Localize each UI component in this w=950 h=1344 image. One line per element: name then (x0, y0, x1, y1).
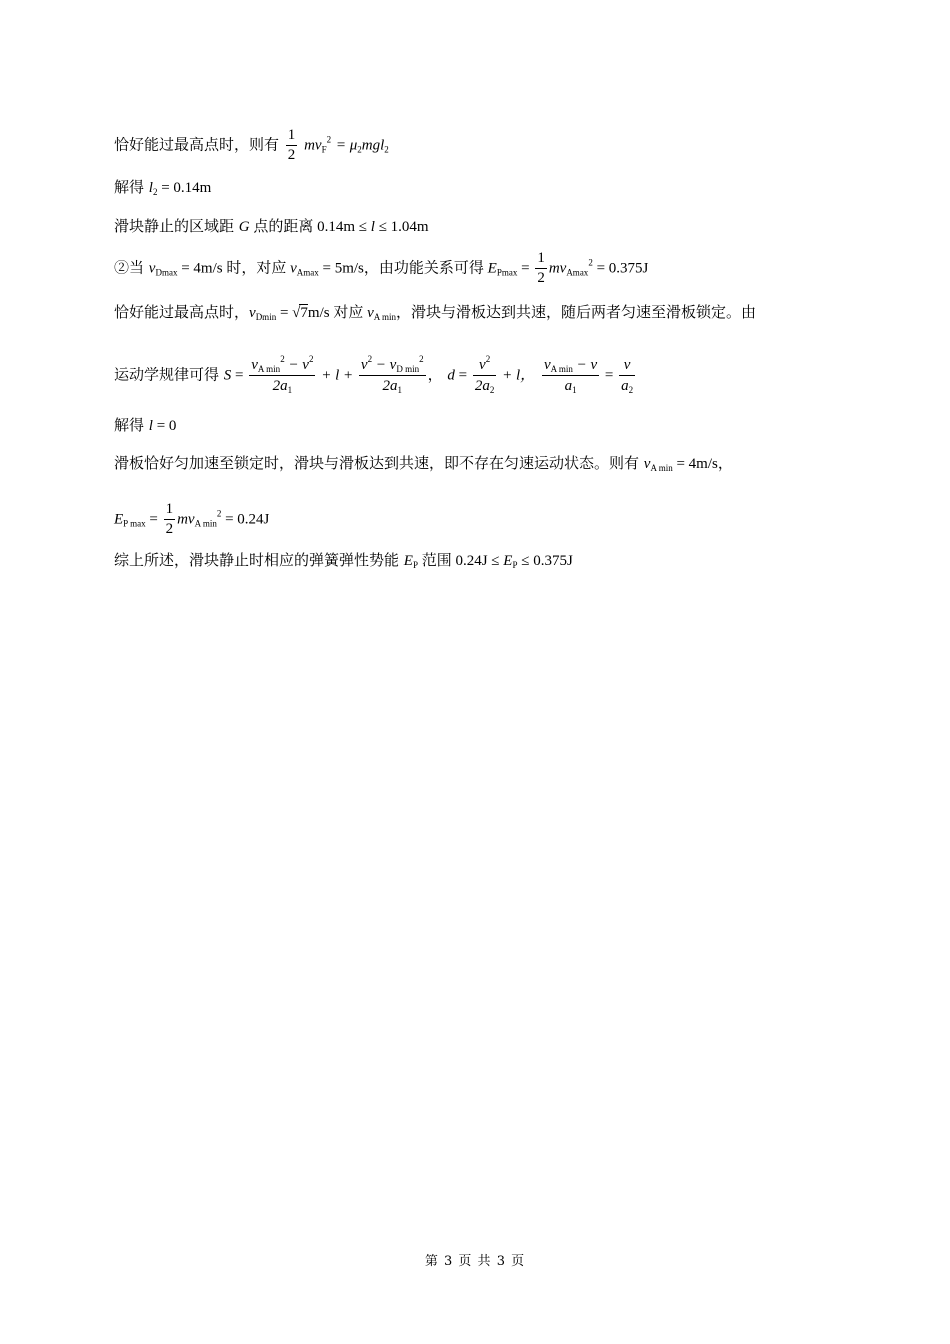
value: ≤ 0.375J (517, 553, 573, 569)
text: 恰好能过最高点时，则有 (114, 135, 280, 154)
math-v: v (148, 260, 156, 277)
math-mv: mv (304, 137, 322, 154)
text: = 5m/s，由功能关系可得 (318, 260, 488, 277)
text: 解得 (114, 416, 149, 434)
fraction-4: $\frac{v_{A min} - v}{a_1}$ (543, 357, 598, 395)
text: ②当 (114, 258, 149, 277)
math-E: E (503, 553, 513, 569)
math-l: l (370, 219, 375, 235)
math-mv: mv (177, 511, 195, 528)
solution-line-9: $E_{P max}$ = $\frac{1}{2}$ $mv_{A min}^2 = 0.24J$ (114, 501, 270, 537)
fraction-half: $\frac{1}{2}$ (537, 250, 545, 286)
value: = 0.14m (157, 180, 212, 196)
math-l: l (148, 180, 153, 196)
solution-line-4: ②当 $v_{Dmax} = 4m/s$ 时，对应 $v_{Amax} = 5m/s$，由功能关系可得 $E_{Pmax}$ = $\frac{1}{2}$ $mv_{Amax}^2 = 0.375J$ (114, 250, 649, 286)
math-mu: = μ (335, 137, 358, 154)
text: 滑板恰好匀加速至锁定时，滑块与滑板达到共速，即不存在匀速运动状态。则有 (114, 454, 644, 472)
solution-line-1: 恰好能过最高点时，则有 $\frac{1}{2}$ $mv_F^2 = \mu_2mgl_2$ (114, 127, 389, 163)
math-mgl: mgl (361, 137, 385, 154)
fraction-5: $\frac{v}{a_2}$ (621, 357, 634, 395)
value: = 0.375J (592, 260, 649, 277)
solution-line-2: 解得 $l_2 = 0.14m$ (114, 178, 212, 197)
solution-line-8: 滑板恰好匀加速至锁定时，滑块与滑板达到共速，即不存在匀速运动状态。则有 $v_{A min} = 4m/s$， (114, 454, 733, 473)
math-E: E (403, 553, 413, 569)
math-mv: mv (548, 260, 567, 277)
math-E: E (487, 260, 497, 277)
math-S: S (223, 367, 232, 384)
value: = 4m/s， (672, 456, 733, 472)
text: 运动学规律可得 (114, 365, 224, 384)
value: = 0.24J (221, 511, 270, 528)
fraction-half: $\frac{1}{2}$ (287, 127, 296, 163)
solution-line-10: 综上所述，滑块静止时相应的弹簧弹性势能 $E_P$ 范围 $0.24J \le E_P \le 0.375J$ (114, 551, 573, 570)
math-v: v (249, 305, 256, 321)
math-v: v (290, 260, 297, 277)
text: 恰好能过最高点时， (114, 303, 250, 321)
math-G: G (238, 219, 250, 235)
math-d: d (447, 367, 455, 384)
text: 范围 0.24J ≤ (417, 553, 504, 569)
solution-line-5: 恰好能过最高点时，$v_{Dmin} = √7m/s$ 对应 $v_{A min}$，滑块与滑板达到共速，随后两者匀速至滑板锁定。由 (114, 303, 757, 322)
math-E: E (114, 511, 124, 528)
text: 解得 (114, 178, 149, 196)
text: 综上所述，滑块静止时相应的弹簧弹性势能 (114, 551, 404, 569)
math-v: v (367, 305, 374, 321)
sqrt-value: 7 (300, 305, 308, 321)
fraction-1: $\frac{v_{A min}^2 - v^2}{2a_1}$ (251, 354, 314, 395)
fraction-2: $\frac{v^2 - v_{D min}^2}{2a_1}$ (360, 354, 424, 395)
math-v: v (643, 456, 651, 472)
solution-line-7 (114, 415, 176, 436)
text: 点的距离 0.14m ≤ (249, 219, 371, 235)
fraction-3: $\frac{v^2}{2a_2}$ (474, 354, 495, 395)
fraction-half: $\frac{1}{2}$ (165, 501, 174, 537)
solution-line-6: 运动学规律可得 S = $\frac{v_{A min}^2 - v^2}{2a_1}$ + l + $\frac{v^2 - v_{D min}^2}{2a_1}$ ， d = $\frac{v^2}{2a_2}$ + l， $\frac{v_{A min} - v}{a_1}$ = $\frac{v}{a_2}$ (114, 354, 634, 395)
text: ，滑块与滑板达到共速，随后两者匀速至滑板锁定。由 (396, 303, 757, 321)
text: 滑块静止的区域距 (114, 217, 239, 235)
value: = 0 (152, 418, 177, 434)
page-footer: 第 3 页 共 3 页 (424, 1254, 526, 1269)
text: = 4m/s 时，对应 (177, 260, 291, 277)
math-l: l (148, 418, 153, 434)
solution-line-3 (114, 216, 429, 237)
text: m/s 对应 (307, 305, 368, 321)
value: ≤ 1.04m (374, 219, 429, 235)
